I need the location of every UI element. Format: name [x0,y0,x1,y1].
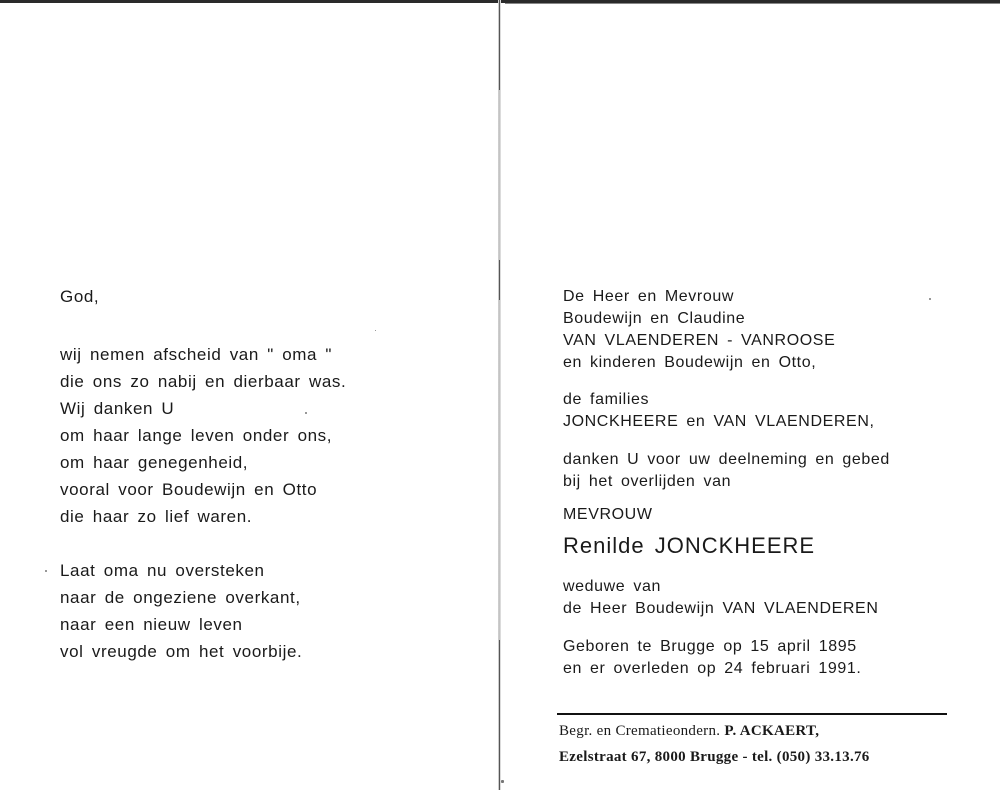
thanks-line: danken U voor uw deelneming en gebed [563,451,890,468]
fold-crease-top [499,0,500,90]
printer-prefix: Begr. en Crematieondern. [559,723,721,739]
poem-line: vol vreugde om het voorbije. [60,642,303,661]
printer-company: P. ACKAERT, [724,723,820,739]
poem-line: om haar lange leven onder ons, [60,426,333,445]
dates-line: en er overleden op 24 februari 1991. [563,660,862,677]
paper-speck [375,330,376,331]
poem-line: die haar zo lief waren. [60,507,253,526]
dates-line: Geboren te Brugge op 15 april 1895 [563,638,857,655]
right-panel [501,0,1000,790]
widow-line: weduwe van [563,578,661,595]
poem-line: naar de ongeziene overkant, [60,588,301,607]
left-panel [0,0,498,790]
title-mevrouw: MEVROUW [563,506,653,523]
poem-salutation: God, [60,287,100,306]
families-line: de families [563,391,650,408]
family-line: en kinderen Boudewijn en Otto, [563,354,817,371]
poem-line: wij nemen afscheid van " oma " [60,345,333,364]
fold-crease-bottom [499,640,500,790]
fold-crease-mid [499,260,500,300]
family-line: VAN VLAENDEREN - VANROOSE [563,332,836,349]
family-line: Boudewijn en Claudine [563,310,746,327]
poem-line: Laat oma nu oversteken [60,561,265,580]
deceased-name: Renilde JONCKHEERE [563,533,816,558]
paper-speck [501,780,504,783]
family-line: De Heer en Mevrouw [563,288,734,305]
poem-line: vooral voor Boudewijn en Otto [60,480,318,499]
thanks-line: bij het overlijden van [563,473,732,490]
paper-speck [45,570,47,572]
printer-address: Ezelstraat 67, 8000 Brugge - tel. (050) 33.13.76 [559,749,870,765]
paper-speck [929,298,931,300]
poem-line: om haar genegenheid, [60,453,249,472]
poem-line: naar een nieuw leven [60,615,243,634]
widow-line: de Heer Boudewijn VAN VLAENDEREN [563,600,879,617]
poem-line: die ons zo nabij en dierbaar was. [60,372,347,391]
poem-line: Wij danken U [60,399,175,418]
paper-speck [305,412,307,414]
printer-name-line [559,723,819,740]
families-line: JONCKHEERE en VAN VLAENDEREN, [563,413,875,430]
printer-divider [557,713,947,715]
